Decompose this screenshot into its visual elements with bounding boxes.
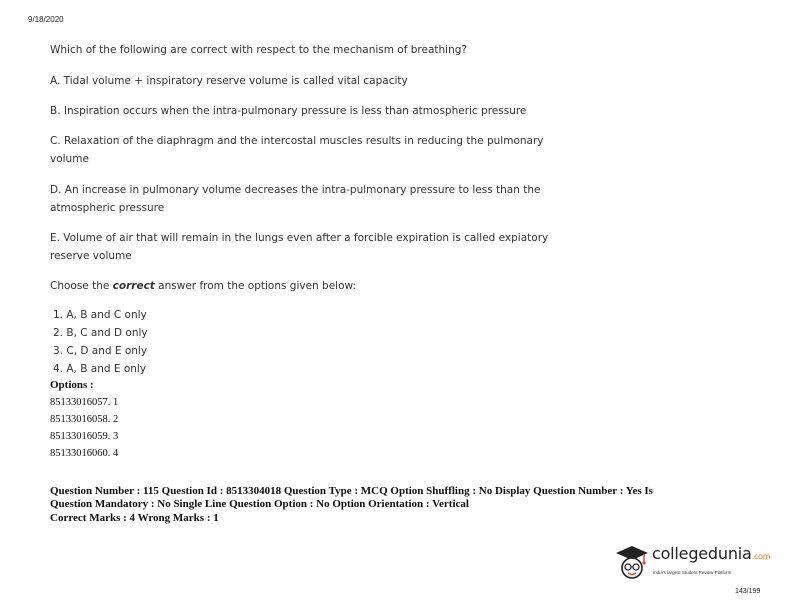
page-number: 143/199	[735, 588, 761, 595]
statement-d: D. An increase in pulmonary volume decreases the intra-pulmonary pressure to less than the atmospheric pressure	[50, 184, 541, 214]
graduate-mascot-icon	[614, 544, 650, 582]
option-id-3: 85133016059. 3	[50, 431, 119, 442]
options-label: Options :	[50, 379, 94, 391]
choice-2: 2. B, C and D only	[53, 327, 148, 339]
choice-3: 3. C, D and E only	[53, 345, 148, 357]
choice-4: 4. A, B and E only	[53, 363, 147, 375]
statement-c: C. Relaxation of the diaphragm and the intercostal muscles results in reducing the pulmonary volume	[50, 135, 544, 165]
statement-b: B. Inspiration occurs when the intra-pulmonary pressure is less than atmospheric pressure	[50, 105, 527, 117]
instruction: Choose the correct answer from the options given below:	[50, 280, 357, 292]
question-meta-line-1: Question Number : 115 Question Id : 8513304018 Question Type : MCQ Option Shuffling : No Display Question Number : Yes Is	[50, 485, 653, 497]
choice-1: 1. A, B and C only	[53, 309, 147, 321]
option-id-4: 85133016060. 4	[50, 448, 119, 459]
option-id-1: 85133016057. 1	[50, 397, 119, 408]
answer-choices	[53, 306, 148, 378]
print-date: 9/18/2020	[28, 15, 64, 24]
brand-tagline: India's largest Student Review Platform	[653, 570, 732, 575]
statement-e: E. Volume of air that will remain in the lungs even after a forcible expiration is called expiatory reserve volume	[50, 232, 549, 262]
question-meta-line-3: Correct Marks : 4 Wrong Marks : 1	[50, 512, 219, 524]
brand-wordmark: collegedunia.com	[652, 544, 771, 563]
collegedunia-logo	[614, 542, 771, 586]
statement-a: A. Tidal volume + inspiratory reserve volume is called vital capacity	[50, 75, 408, 87]
question-stem: Which of the following are correct with respect to the mechanism of breathing?	[50, 44, 467, 56]
option-id-2: 85133016058. 2	[50, 414, 119, 425]
instruction-emphasis: correct	[112, 280, 155, 292]
question-meta-line-2: Question Mandatory : No Single Line Question Option : No Option Orientation : Vertical	[50, 498, 469, 510]
